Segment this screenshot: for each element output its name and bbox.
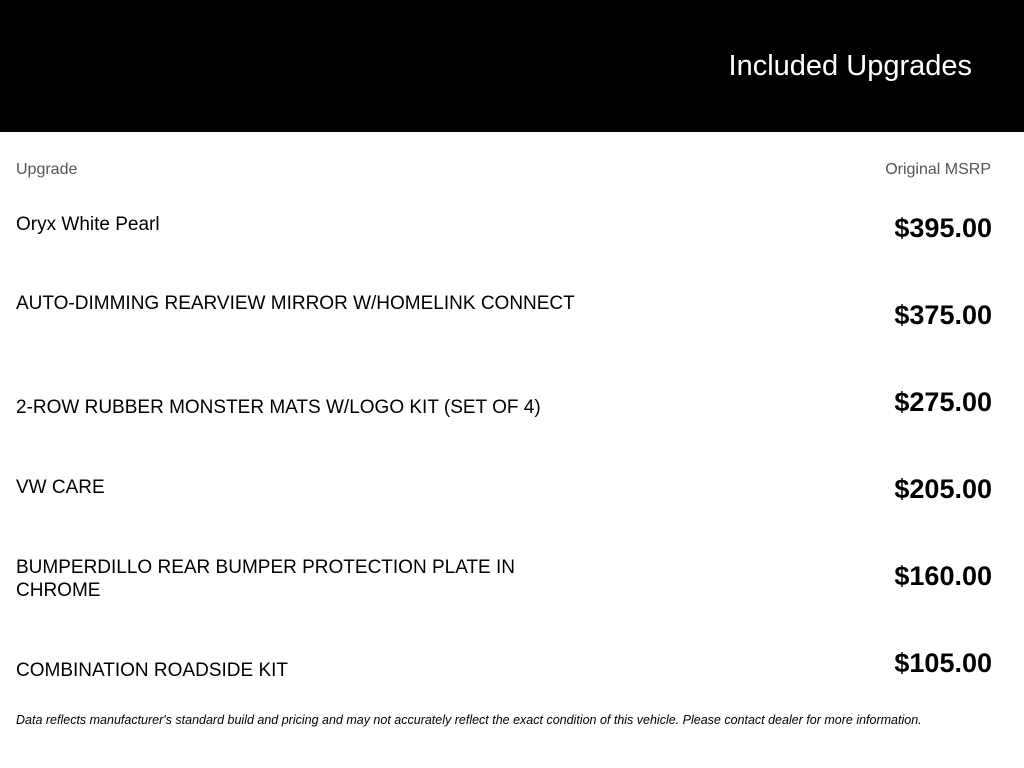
column-header-upgrade: Upgrade	[16, 161, 78, 178]
header-bar	[0, 0, 1024, 132]
upgrade-name: COMBINATION ROADSIDE KIT	[16, 660, 289, 681]
upgrade-price: $160.00	[894, 561, 992, 591]
upgrade-name: 2-ROW RUBBER MONSTER MATS W/LOGO KIT (SET OF 4)	[16, 397, 541, 418]
column-header-msrp: Original MSRP	[885, 161, 991, 178]
upgrade-price: $375.00	[894, 300, 992, 330]
upgrade-name: BUMPERDILLO REAR BUMPER PROTECTION PLATE IN CHROME	[16, 557, 516, 601]
upgrade-row	[0, 374, 1024, 461]
upgrade-price: $395.00	[894, 213, 992, 243]
upgrade-name: AUTO-DIMMING REARVIEW MIRROR W/HOMELINK CONNECT	[16, 293, 575, 314]
upgrade-name: Oryx White Pearl	[16, 214, 160, 235]
upgrade-price: $105.00	[894, 648, 992, 678]
upgrade-row	[0, 635, 1024, 722]
page-title: Included Upgrades	[728, 50, 972, 82]
upgrade-row	[0, 287, 1024, 374]
upgrade-price: $205.00	[894, 474, 992, 504]
upgrade-row	[0, 461, 1024, 548]
upgrade-row	[0, 548, 1024, 635]
disclaimer-text: Data reflects manufacturer's standard build and pricing and may not accurately reflect the exact condition of this vehicle. Please contact dealer for more information.	[16, 713, 922, 727]
upgrade-row	[0, 200, 1024, 287]
upgrade-name: VW CARE	[16, 477, 105, 498]
upgrade-price: $275.00	[894, 387, 992, 417]
